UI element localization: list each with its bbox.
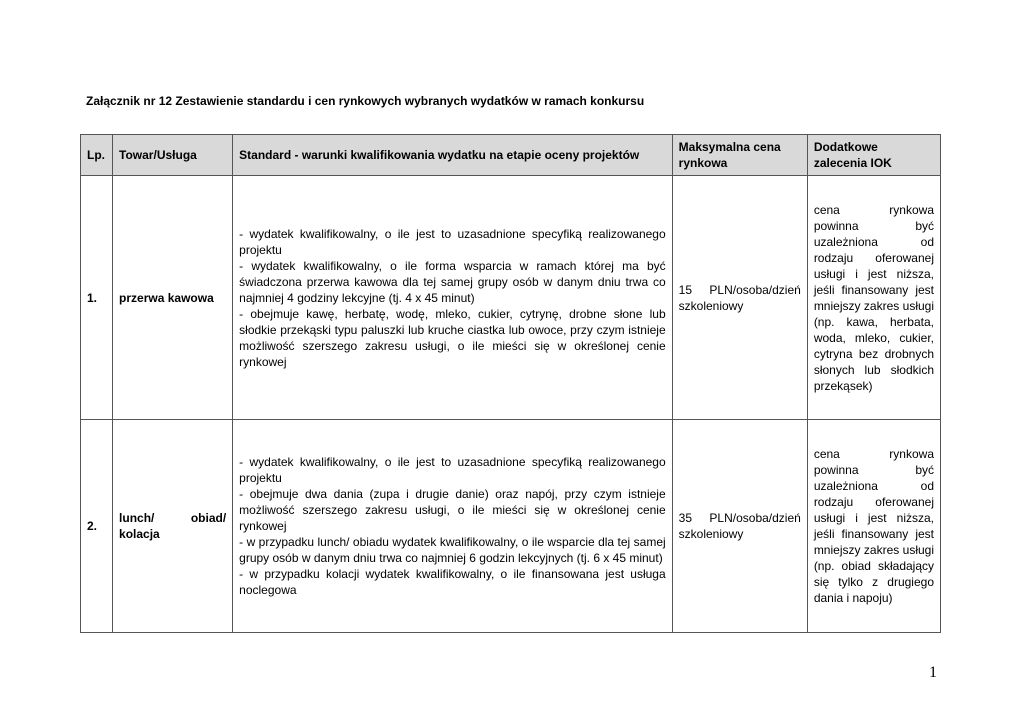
row-item: przerwa kawowa — [113, 176, 233, 420]
row-item: lunch/ obiad/ kolacja — [113, 420, 233, 633]
row-lp: 1. — [81, 176, 113, 420]
table-row — [81, 176, 941, 420]
header-notes: Dodatkowe zalecenia IOK — [807, 135, 940, 176]
row-standard — [233, 420, 673, 633]
row-price: 35 PLN/osoba/dzień szkoleniowy — [672, 420, 807, 633]
standard-line: - wydatek kwalifikowalny, o ile forma wsparcia w ramach której ma być świadczona przerwa kawowa dla tej samej grupy osób w danym dniu trwa co najmniej 4 godziny lekcyjne (tj. 4 x 45 minut) — [239, 258, 666, 305]
page-number: 1 — [929, 664, 937, 681]
header-lp: Lp. — [81, 135, 113, 176]
row-lp: 2. — [81, 420, 113, 633]
table-row — [81, 420, 941, 633]
standards-table — [80, 134, 941, 633]
document-title: Załącznik nr 12 Zestawienie standardu i cen rynkowych wybranych wydatków w ramach konkursu — [86, 94, 645, 108]
standard-line: - w przypadku kolacji wydatek kwalifikowalny, o ile finansowana jest usługa noclegowa — [239, 567, 666, 597]
table-header-row — [81, 135, 941, 176]
row-price: 15 PLN/osoba/dzień szkoleniowy — [672, 176, 807, 420]
row-standard — [233, 176, 673, 420]
header-standard: Standard - warunki kwalifikowania wydatku na etapie oceny projektów — [233, 135, 673, 176]
standard-line: - wydatek kwalifikowalny, o ile jest to uzasadnione specyfiką realizowanego projektu — [239, 226, 666, 257]
standard-line: - w przypadku lunch/ obiadu wydatek kwalifikowalny, o ile wsparcie dla tej samej grupy osób w danym dniu trwa co najmniej 6 godzin lekcyjnych (tj. 6 x 45 minut) — [239, 535, 666, 565]
standard-line: - obejmuje dwa dania (zupa i drugie danie) oraz napój, przy czym istnieje możliwość szerszego zakresu usługi, o ile mieści się w określonej cenie rynkowej — [239, 487, 666, 533]
header-price: Maksymalna cena rynkowa — [672, 135, 807, 176]
row-notes: cena rynkowa powinna być uzależniona od rodzaju oferowanej usługi i jest niższa, jeśli finansowany jest mniejszy zakres usługi (np. kawa, herbata, woda, mleko, cukier, cytryna bez drobnych słonych lub słodkich przekąsek) — [807, 176, 940, 420]
standard-line: - obejmuje kawę, herbatę, wodę, mleko, cukier, cytrynę, drobne słone lub słodkie przekąski typu paluszki lub kruche ciastka lub owoce, przy czym istnieje możliwość szerszego zakresu usługi, o ile mieści się w określonej cenie rynkowej — [239, 306, 666, 369]
row-notes: cena rynkowa powinna być uzależniona od rodzaju oferowanej usługi i jest niższa, jeśli finansowany jest mniejszy zakres usługi (np. obiad składający się tylko z drugiego dania i napoju) — [807, 420, 940, 633]
header-item: Towar/Usługa — [113, 135, 233, 176]
standard-line: - wydatek kwalifikowalny, o ile jest to uzasadnione specyfiką realizowanego projektu — [239, 455, 666, 485]
